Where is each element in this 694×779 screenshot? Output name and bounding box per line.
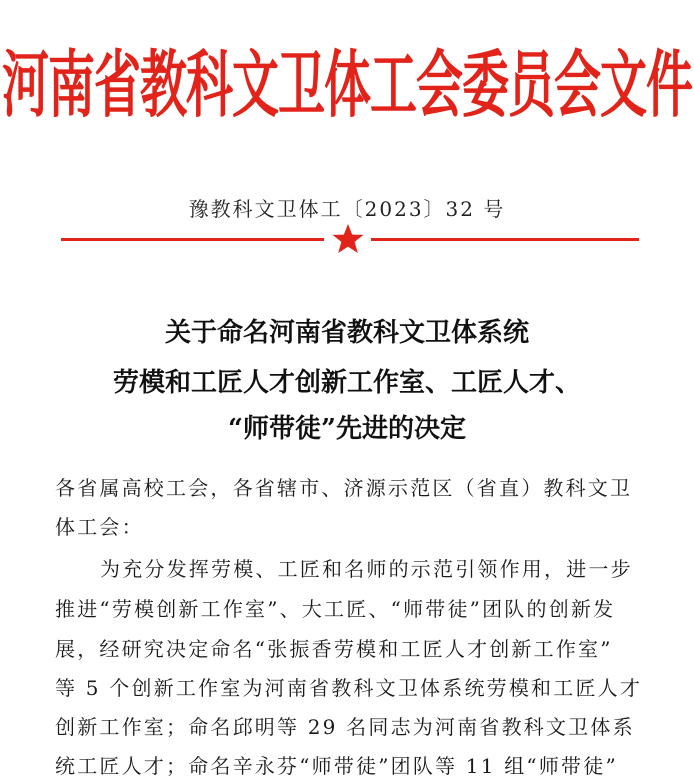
salutation-line-1: 各省属高校工会，各省辖市、济源示范区（省直）教科文卫 (55, 476, 633, 500)
document-heading-line-3: “师带徒”先进的决定 (228, 414, 466, 444)
body-paragraph-line: 展，经研究决定命名“张振香劳模和工匠人才创新工作室” (55, 637, 613, 661)
document-heading-line-2: 劳模和工匠人才创新工作室、工匠人才、 (112, 368, 581, 398)
document-header-title: 河南省教科文卫体工会委员会文件 (2, 43, 692, 129)
body-paragraph-line: 等 5 个创新工作室为河南省教科文卫体系统劳模和工匠人才 (55, 676, 643, 700)
document-number: 豫教科文卫体工〔2023〕32 号 (188, 197, 506, 221)
body-paragraph-line: 为充分发挥劳模、工匠和名师的示范引领作用，进一步 (100, 557, 633, 581)
document-heading-line-1: 关于命名河南省教科文卫体系统 (164, 318, 529, 348)
red-divider-right (371, 238, 639, 241)
red-star-icon (331, 222, 365, 256)
salutation-line-2: 体工会： (55, 515, 144, 539)
red-divider-left (61, 238, 324, 241)
body-paragraph-line: 统工匠人才；命名辛永芬“师带徒”团队等 11 组“师带徒” (55, 754, 618, 778)
body-paragraph-line: 创新工作室；命名邱明等 29 名同志为河南省教科文卫体系 (55, 715, 635, 739)
body-paragraph-line: 推进“劳模创新工作室”、大工匠、“师带徒”团队的创新发 (55, 597, 616, 621)
